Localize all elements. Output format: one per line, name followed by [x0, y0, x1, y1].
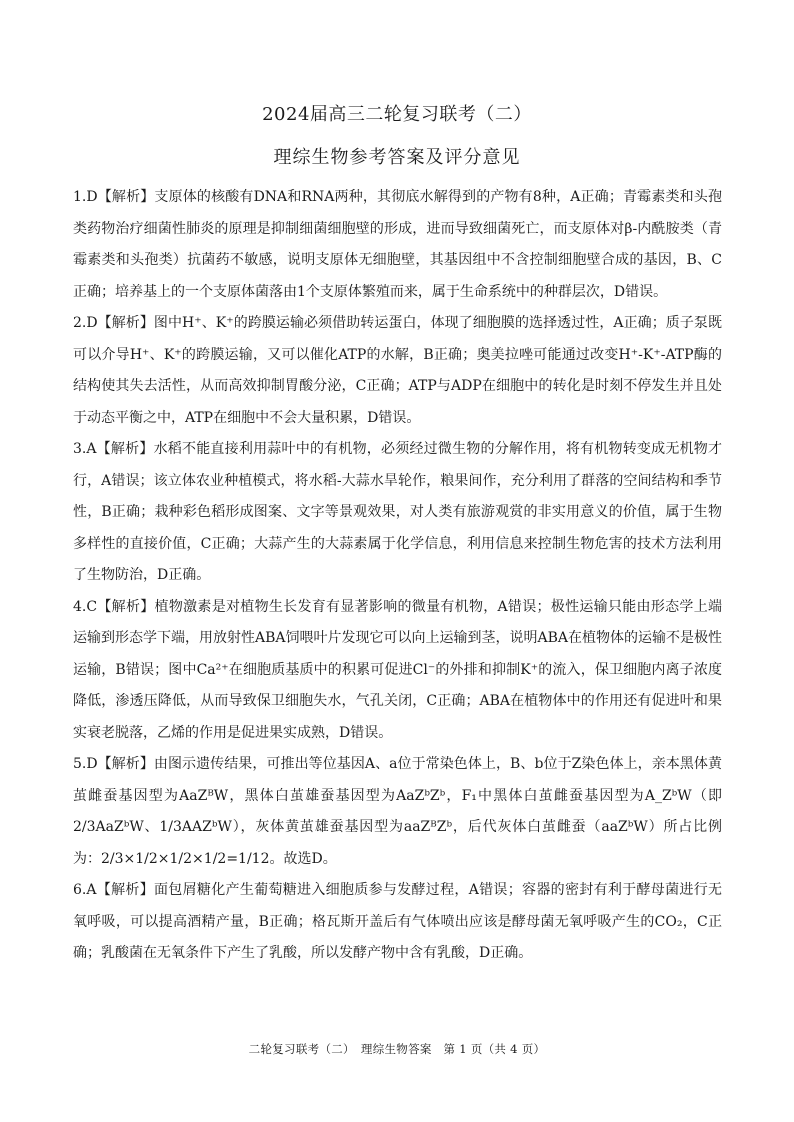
- analysis-text: 图中H⁺、K⁺的跨膜运输必须借助转运蛋白，体现了细胞膜的选择透过性，A正确；质子泵既可以介导H⁺、K⁺的跨膜运输，又可以催化ATP的水解，B正确；奥美拉唑可能通过改变H⁺-K⁺-ATP酶的结构使其失去活性，从而高效抑制胃酸分泌，C正确；ATP与ADP在细胞中的转化是时刻不停发生并且处于动态平衡之中，ATP在细胞中不会大量积累，D错误。: [73, 315, 722, 426]
- analysis-tag: 【解析】: [97, 598, 155, 615]
- analysis-tag: 【解析】: [97, 756, 154, 772]
- answer-list: [73, 182, 722, 970]
- page-title: 2024届高三二轮复习联考（二）: [262, 104, 532, 125]
- answer-item-6: [73, 875, 722, 970]
- answer-number: 5.D: [73, 756, 98, 772]
- answer-number: 4.C: [73, 598, 98, 615]
- analysis-tag: 【解析】: [96, 882, 154, 898]
- page-footer: 二轮复习联考（二） 理综生物答案 第 1 页（共 4 页）: [248, 1042, 546, 1056]
- answer-number: 1.D: [73, 189, 98, 205]
- answer-item-4: [73, 592, 722, 750]
- answer-item-5: [73, 749, 722, 875]
- analysis-text: 由图示遗传结果，可推出等位基因A、a位于常染色体上，B、b位于Z染色体上，亲本黑体黄茧雌蚕基因型为AaZᴮW，黑体白茧雄蚕基因型为AaZᵇZᵇ，F₁中黑体白茧雌蚕基因型为A_ZᵇW（即2/3AaZᵇW、1/3AAZᵇW），灰体黄茧雄蚕基因型为aaZᴮZᵇ，后代灰体白茧雌蚕（aaZᵇW）所占比例为：2/3×1/2×1/2×1/2=1/12。故选D。: [73, 756, 723, 867]
- answer-item-3: [73, 434, 722, 592]
- answer-number: 2.D: [73, 315, 98, 331]
- analysis-text: 植物激素是对植物生长发育有显著影响的微量有机物，A错误；极性运输只能由形态学上端运输到形态学下端，用放射性ABA饲喂叶片发现它可以向上运输到茎，说明ABA在植物体的运输不是极性运输，B错误；图中Ca²⁺在细胞质基质中的积累可促进Cl⁻的外排和抑制K⁺的流入，保卫细胞内离子浓度降低，渗透压降低，从而导致保卫细胞失水，气孔关闭，C正确；ABA在植物体中的作用还有促进叶和果实衰老脱落，乙烯的作用是促进果实成熟，D错误。: [73, 598, 723, 741]
- analysis-text: 支原体的核酸有DNA和RNA两种，其彻底水解得到的产物有8种，A正确；青霉素类和头孢类药物治疗细菌性肺炎的原理是抑制细菌细胞壁的形成，进而导致细菌死亡，而支原体对β-内酰胺类（青霉素类和头孢类）抗菌药不敏感，说明支原体无细胞壁，其基因组中不含控制细胞壁合成的基因，B、C正确；培养基上的一个支原体菌落由1个支原体繁殖而来，属于生命系统中的种群层次，D错误。: [73, 189, 722, 300]
- answer-number: 6.A: [73, 882, 97, 898]
- analysis-tag: 【解析】: [96, 441, 154, 457]
- answer-item-2: [73, 308, 722, 434]
- page-subtitle: 理综生物参考答案及评分意见: [273, 147, 521, 168]
- analysis-tag: 【解析】: [97, 189, 155, 205]
- analysis-tag: 【解析】: [97, 315, 154, 331]
- answer-item-1: [73, 182, 722, 308]
- answer-number: 3.A: [73, 441, 97, 457]
- analysis-text: 面包屑糖化产生葡萄糖进入细胞质参与发酵过程，A错误；容器的密封有利于酵母菌进行无氧呼吸，可以提高酒精产量，B正确；格瓦斯开盖后有气体喷出应该是酵母菌无氧呼吸产生的CO₂，C正确；乳酸菌在无氧条件下产生了乳酸，所以发酵产物中含有乳酸，D正确。: [73, 882, 723, 961]
- analysis-text: 水稻不能直接利用蒜叶中的有机物，必须经过微生物的分解作用，将有机物转变成无机物才行，A错误；该立体农业种植模式，将水稻-大蒜水旱轮作，粮果间作，充分利用了群落的空间结构和季节性，B正确；栽种彩色稻形成图案、文字等景观效果，对人类有旅游观赏的非实用意义的价值，属于生物多样性的直接价值，C正确；大蒜产生的大蒜素属于化学信息，利用信息来控制生物危害的技术方法利用了生物防治，D正确。: [73, 441, 723, 583]
